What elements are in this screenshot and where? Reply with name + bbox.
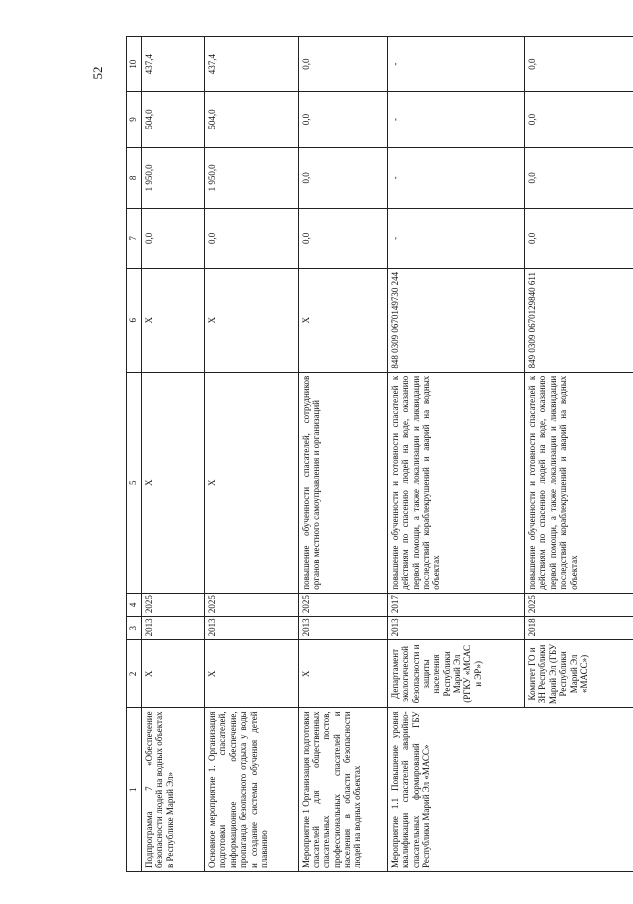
result-cell: X [205, 372, 299, 593]
budget-code-cell: X [142, 268, 205, 372]
value-cell-8: - [387, 147, 524, 209]
value-cell-8: 1 950,0 [205, 147, 299, 209]
budget-code-cell: X [205, 268, 299, 372]
table-row [298, 37, 387, 872]
col-header-10: 10 [127, 37, 142, 92]
value-cell-9: 0,0 [298, 92, 387, 147]
table-row [142, 37, 205, 872]
program-table [126, 36, 633, 872]
start-year-cell: 2013 [205, 617, 299, 640]
value-cell-10: 0,0 [298, 37, 387, 92]
value-cell-7: 0,0 [205, 209, 299, 268]
row-name-cell: Подпрограмма 7 «Обеспечение безопасности людей на водных объектах в Республике Марий Эл» [142, 708, 205, 872]
col-header-6: 6 [127, 268, 142, 372]
executor-cell: X [142, 640, 205, 708]
col-header-3: 3 [127, 617, 142, 640]
col-header-7: 7 [127, 209, 142, 268]
executor-cell: Департамент экологической безопасности и защиты населения Республики Марий Эл (РГКУ «МСАС и ЭР») [387, 640, 524, 708]
col-header-8: 8 [127, 147, 142, 209]
end-year-cell: 2025 [525, 593, 633, 616]
col-header-5: 5 [127, 372, 142, 593]
budget-code-cell: 848 0309 0670149730 244 [387, 268, 524, 372]
end-year-cell: 2025 [298, 593, 387, 616]
budget-code-cell: X [298, 268, 387, 372]
value-cell-9: 504,0 [205, 92, 299, 147]
col-header-1: 1 [127, 708, 142, 872]
row-name-cell: Мероприятие 1.1 Повышение уровня квалификации спасателей аварийно-спасательных формирований ГБУ Республики Марий Эл «МАСС» [387, 708, 633, 872]
value-cell-9: 0,0 [525, 92, 633, 147]
value-cell-9: 504,0 [142, 92, 205, 147]
header-row [127, 37, 142, 872]
budget-code-cell: 849 0309 0670129840 611 [525, 268, 633, 372]
value-cell-9: - [387, 92, 524, 147]
page-number: 52 [90, 66, 105, 80]
value-cell-10: 437,4 [142, 37, 205, 92]
value-cell-7: - [387, 209, 524, 268]
value-cell-8: 1 950,0 [142, 147, 205, 209]
table-row [205, 37, 299, 872]
end-year-cell: 2017 [387, 593, 524, 616]
value-cell-7: 0,0 [142, 209, 205, 268]
row-name-cell: Мероприятие 1 Организация подготовки спасателей для общественных спасательных постов, профессиональных спасателей и населения в области безопасности людей на водных объектах [298, 708, 387, 872]
value-cell-10: 0,0 [525, 37, 633, 92]
col-header-2: 2 [127, 640, 142, 708]
executor-cell: X [298, 640, 387, 708]
result-cell: повышение обученности спасателей, сотрудников органов местного самоуправления и организаций [298, 372, 387, 593]
start-year-cell: 2013 [298, 617, 387, 640]
result-cell: повышение обученности и готовности спасателей к действиям по спасению людей на воде, оказанию первой помощи, а также локализации и ликвидации последствий кораблекрушений и аварий на водных объектах [525, 372, 633, 593]
value-cell-8: 0,0 [525, 147, 633, 209]
table-row [387, 37, 524, 872]
end-year-cell: 2025 [205, 593, 299, 616]
col-header-9: 9 [127, 92, 142, 147]
result-cell: повышение обученности и готовности спасателей к действиям по спасению людей на воде, оказанию первой помощи, а также локализации и ликвидации последствий кораблекрушений и аварий на водных объектах [387, 372, 524, 593]
executor-cell: Комитет ГО и ЗН Республики Марий Эл (ГБУ Республики Марий Эл «МАСС») [525, 640, 633, 708]
document-table-rotated [126, 36, 633, 872]
start-year-cell: 2013 [387, 617, 524, 640]
value-cell-7: 0,0 [298, 209, 387, 268]
executor-cell: X [205, 640, 299, 708]
start-year-cell: 2018 [525, 617, 633, 640]
result-cell: X [142, 372, 205, 593]
row-name-cell: Основное мероприятие 1. Организация подготовки спасателей, информационное обеспечение, пропаганда безопасного отдыха у воды и создание системы обучения детей плаванию [205, 708, 299, 872]
end-year-cell: 2025 [142, 593, 205, 616]
value-cell-8: 0,0 [298, 147, 387, 209]
value-cell-7: 0,0 [525, 209, 633, 268]
value-cell-10: - [387, 37, 524, 92]
value-cell-10: 437,4 [205, 37, 299, 92]
col-header-4: 4 [127, 593, 142, 616]
start-year-cell: 2013 [142, 617, 205, 640]
